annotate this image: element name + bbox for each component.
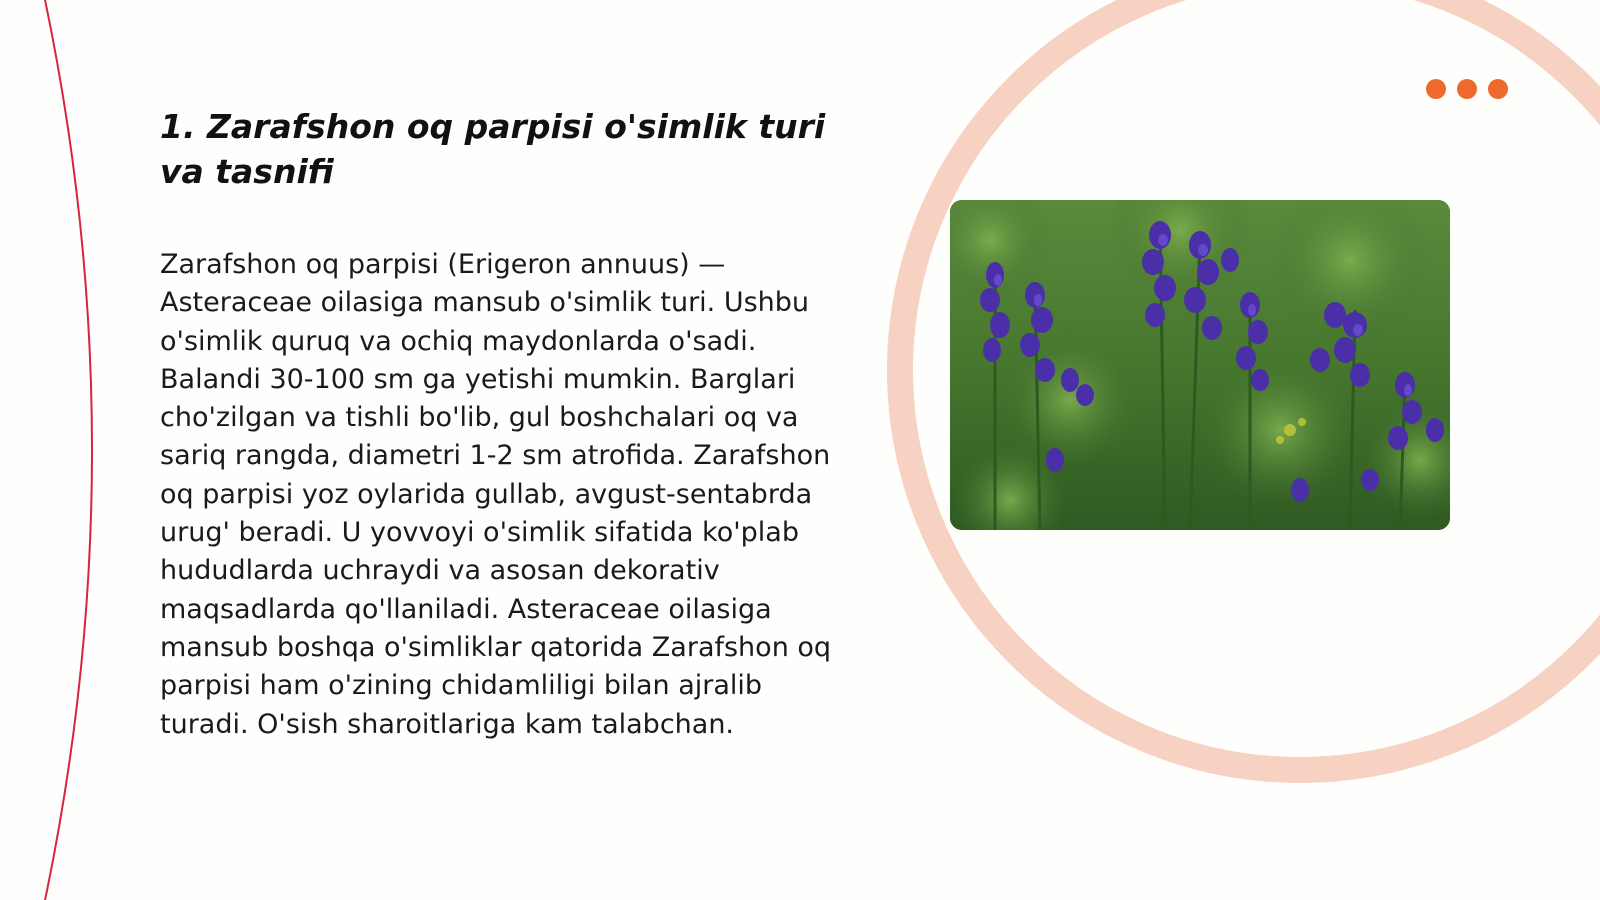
left-curve-line (44, 0, 92, 900)
plant-photo-image (950, 200, 1450, 530)
dot-3 (1488, 79, 1508, 99)
three-dots-icon (1426, 79, 1508, 99)
dot-1 (1426, 79, 1446, 99)
slide-body-text: Zarafshon oq parpisi (Erigeron annuus) — Asteraceae oilasiga mansub o'simlik turi. Ushbu o'simlik quruq va ochiq maydonlarda o'sadi. Balandi 30-100 sm ga yetishi mumkin. Barglari cho'zilgan va tishli bo'lib, gul boshchalari oq va sariq rangda, diametri 1-2 sm atrofida. Zarafshon oq parpisi yoz oylarida gullab, avgust-sentabrda urug' beradi. U yovvoyi o'simlik sifatida ko'plab hududlarda uchraydi va asosan dekorativ maqsadlarda qo'llaniladi. Asteraceae oilasiga mansub boshqa o'simliklar qatorida Zarafshon oq parpisi ham o'zining chidamliligi bilan ajralib turadi. O'sish sharoitlariga kam talabchan. (160, 249, 832, 740)
dot-2 (1457, 79, 1477, 99)
plant-photo (950, 200, 1450, 530)
slide-title: 1. Zarafshon oq parpisi o'simlik turi va tasnifi (160, 107, 826, 191)
